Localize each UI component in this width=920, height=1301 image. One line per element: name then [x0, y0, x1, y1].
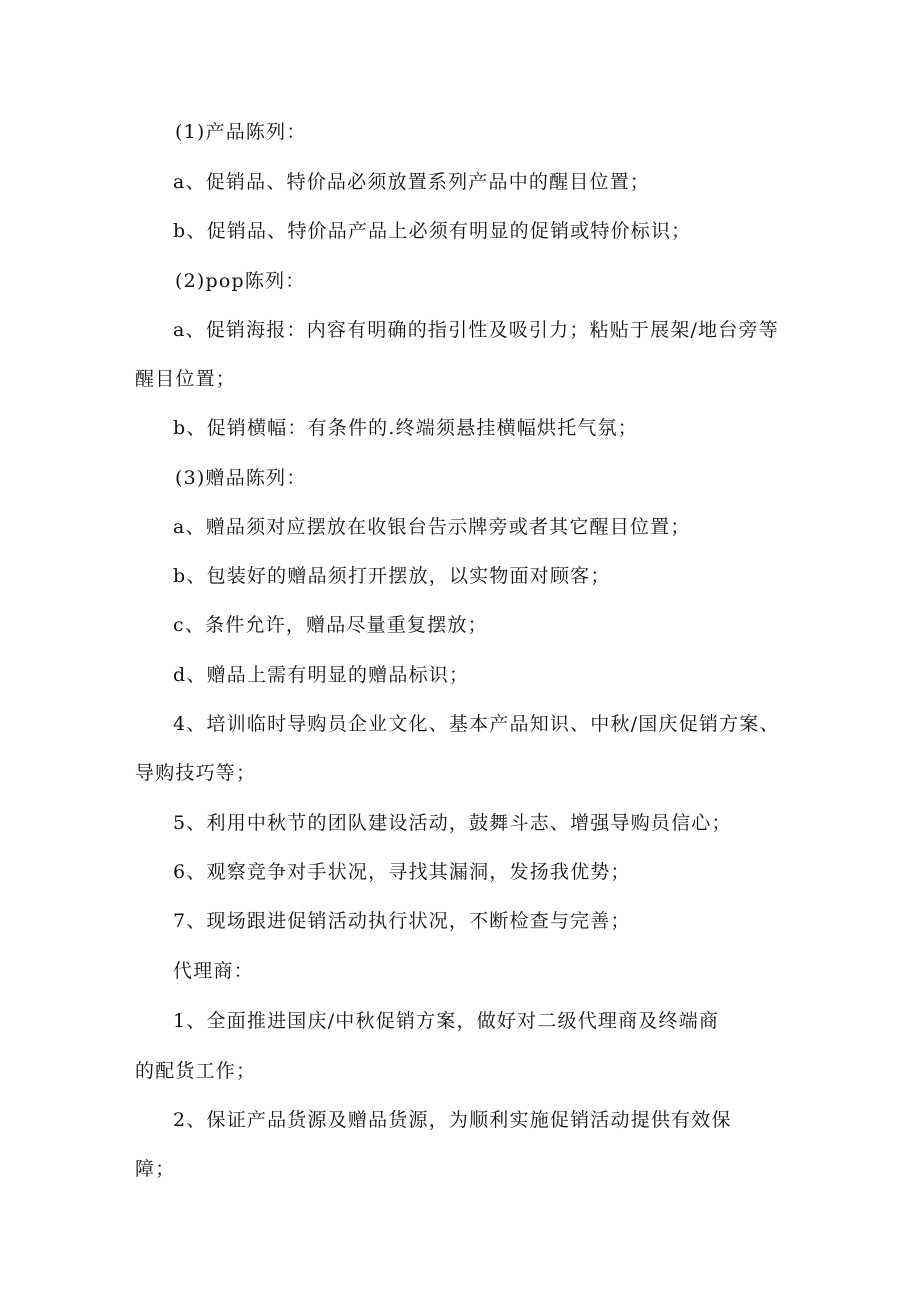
gift-display-item-c: c、条件允许，赠品尽量重复摆放； — [173, 614, 488, 636]
pop-display-item-a: a、促销海报：内容有明确的指引性及吸引力；粘贴于展架/地台旁等 — [173, 319, 779, 341]
pop-display-item-b: b、促销横幅：有条件的.终端须悬挂横幅烘托气氛； — [173, 417, 639, 439]
item-5-team-building: 5、利用中秋节的团队建设活动，鼓舞斗志、增强导购员信心； — [173, 812, 732, 834]
gift-display-item-d: d、赠品上需有明显的赠品标识； — [173, 664, 470, 686]
gift-display-item-b: b、包装好的赠品须打开摆放，以实物面对顾客； — [173, 565, 611, 587]
product-display-item-a: a、促销品、特价品必须放置系列产品中的醒目位置； — [173, 171, 651, 193]
gift-display-item-a: a、赠品须对应摆放在收银台告示牌旁或者其它醒目位置； — [173, 516, 691, 538]
agents-item-2: 2、保证产品货源及赠品货源，为顺利实施促销活动提供有效保 — [173, 1109, 732, 1131]
agents-item-1: 1、全面推进国庆/中秋促销方案，做好对二级代理商及终端商 — [173, 1010, 720, 1032]
heading-pop-display: (2)pop陈列： — [175, 270, 306, 292]
pop-display-item-a-continued: 醒目位置； — [135, 368, 237, 390]
product-display-item-b: b、促销品、特价品产品上必须有明显的促销或特价标识； — [173, 220, 692, 242]
item-4-training: 4、培训临时导购员企业文化、基本产品知识、中秋/国庆促销方案、 — [173, 713, 780, 735]
agents-item-2-continued: 障； — [135, 1158, 176, 1180]
item-4-training-continued: 导购技巧等； — [135, 762, 257, 784]
item-6-competitor-observation: 6、观察竞争对手状况，寻找其漏洞，发扬我优势； — [173, 861, 631, 883]
heading-gift-display: (3)赠品陈列： — [175, 467, 307, 489]
agents-item-1-continued: 的配货工作； — [135, 1060, 257, 1082]
heading-product-display: (1)产品陈列： — [175, 121, 307, 143]
heading-agents: 代理商： — [173, 960, 254, 982]
item-7-onsite-followup: 7、现场跟进促销活动执行状况，不断检查与完善； — [173, 910, 631, 932]
